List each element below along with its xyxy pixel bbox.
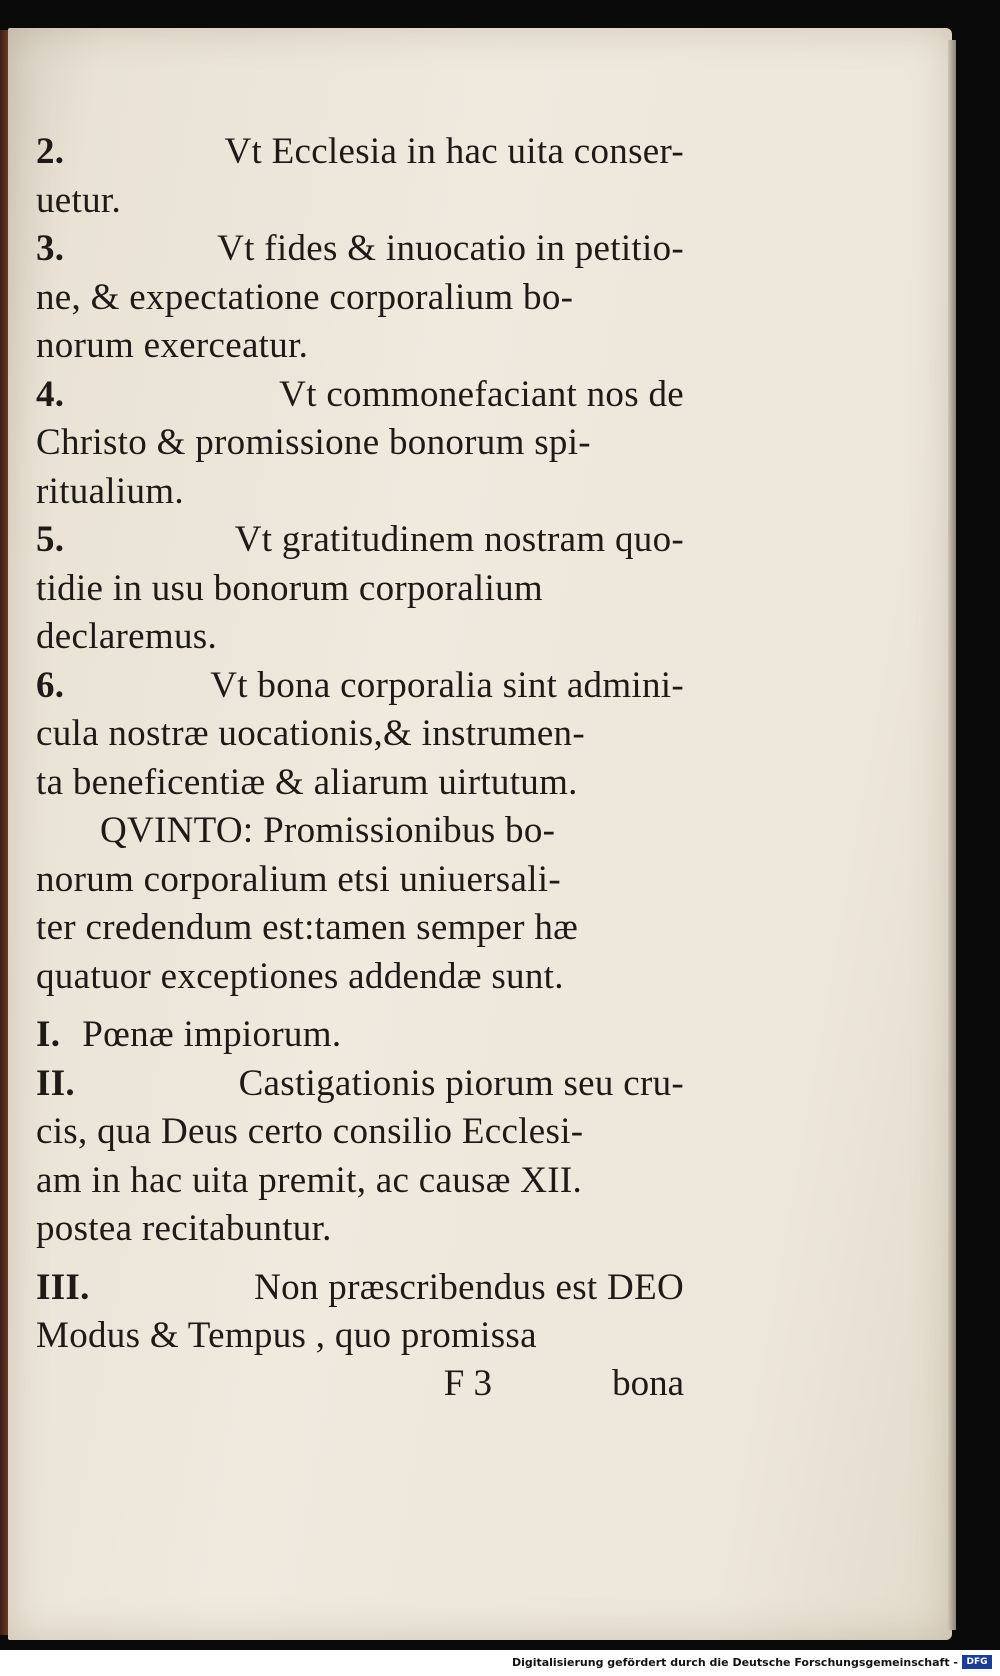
line-text: quatuor exceptiones addendæ sunt.: [36, 955, 564, 997]
line-text: ne, & expectatione corporalium bo-: [36, 276, 574, 318]
text-line: [36, 1205, 684, 1254]
line-text: Vt gratitudinem nostram quo-: [234, 519, 684, 560]
line-text: norum corporalium etsi uniuersali-: [36, 858, 561, 900]
line-text: Non præscribendus est DEO: [254, 1266, 684, 1308]
signature-mark: F 3: [443, 1363, 493, 1404]
line-text: uetur.: [36, 179, 122, 221]
text-line: [36, 1060, 684, 1109]
catchword: bona: [612, 1363, 684, 1404]
text-line: [36, 759, 684, 808]
digitization-footer: [0, 1650, 1000, 1676]
line-text: Christo & promissione bonorum spi-: [36, 422, 591, 463]
text-line: [36, 468, 684, 517]
text-line: [36, 856, 684, 905]
text-line: [36, 1312, 684, 1361]
text-line: [36, 904, 684, 953]
line-text: cis, qua Deus certo consilio Ecclesi-: [36, 1111, 584, 1152]
line-text: Vt fides & inuocatio in petitio-: [217, 228, 684, 269]
page-edge: [948, 40, 956, 1630]
line-text: tidie in usu bonorum corporalium: [36, 567, 543, 609]
funding-note: Digitalisierung gefördert durch die Deutsche Forschungsgemeinschaft -: [511, 1656, 958, 1669]
text-line: [36, 322, 684, 371]
text-line: [36, 225, 684, 274]
line-text: Modus & Tempus , quo promissa: [36, 1315, 537, 1356]
line-text: Castigationis piorum seu cru-: [238, 1062, 684, 1104]
text-line: [36, 710, 684, 759]
line-text: QVINTO: Promissionibus bo-: [100, 810, 556, 851]
line-text: norum exerceatur.: [36, 325, 309, 366]
line-text: ritualium.: [36, 470, 184, 512]
text-line: [36, 419, 684, 468]
text-line: [36, 1108, 684, 1157]
line-text: declaremus.: [36, 616, 218, 657]
text-line: [36, 565, 684, 614]
line-text: am in hac uita premit, ac causæ XII.: [36, 1159, 583, 1201]
text-line: [36, 1157, 684, 1206]
item-number: 6.: [36, 664, 65, 706]
text-line: [36, 1011, 684, 1060]
line-text: ta beneficentiæ & aliarum uirtutum.: [36, 761, 578, 803]
text-line: [36, 516, 684, 565]
text-line: [36, 807, 684, 856]
item-number: 5.: [36, 519, 65, 560]
text-line: [36, 613, 684, 662]
dfg-logo: DFG: [962, 1655, 992, 1669]
line-text: ter credendum est:tamen semper hæ: [36, 907, 579, 948]
line-text: Vt Ecclesia in hac uita conser-: [224, 131, 684, 172]
page-text-block: [36, 128, 684, 1361]
line-text: postea recitabuntur.: [36, 1208, 332, 1249]
line-text: Vt commonefaciant nos de: [279, 373, 684, 415]
item-number: 3.: [36, 228, 65, 269]
text-line: [36, 662, 684, 711]
text-line: [36, 953, 684, 1002]
text-line: [36, 177, 684, 226]
line-text: Vt bona corporalia sint admini-: [210, 664, 684, 706]
text-line: [36, 128, 684, 177]
text-line: [36, 1264, 684, 1313]
line-text: cula nostræ uocationis,& instrumen-: [36, 713, 585, 754]
item-number: I.: [36, 1014, 61, 1055]
line-text: Pœnæ impiorum.: [82, 1014, 342, 1055]
item-number: 4.: [36, 373, 65, 415]
text-line: [36, 274, 684, 323]
item-number: III.: [36, 1266, 90, 1308]
item-number: II.: [36, 1062, 75, 1104]
item-number: 2.: [36, 131, 65, 172]
text-line: [36, 371, 684, 420]
page-footer-line: [36, 1362, 684, 1405]
